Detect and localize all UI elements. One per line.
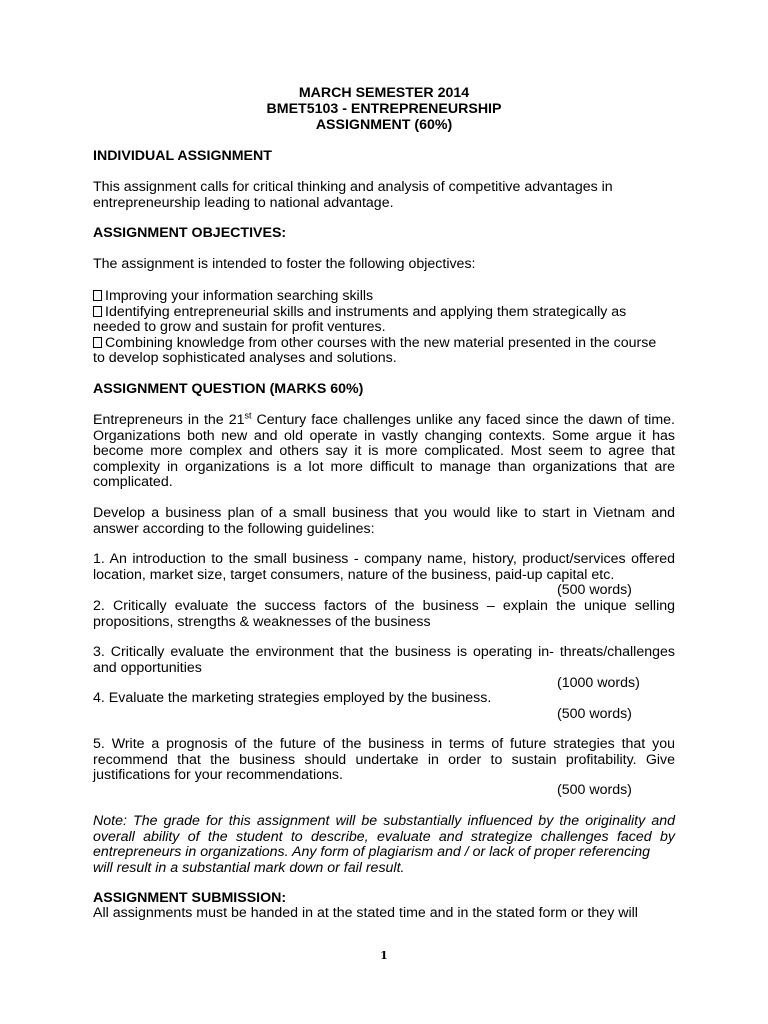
semester-title: MARCH SEMESTER 2014: [298, 85, 470, 101]
plagiarism-note: [93, 814, 675, 876]
checkbox-icon: [93, 306, 102, 317]
text-line: recommend that the business should undertake in order to sustain profitability. Give: [93, 751, 675, 768]
text-line: answer according to the following guidelines:: [93, 520, 375, 537]
individual-heading: INDIVIDUAL ASSIGNMENT: [93, 148, 272, 164]
submission-text: All assignments must be handed in at the stated time and in the stated form or they will: [93, 905, 638, 921]
text-line: needed to grow and sustain for profit ventures.: [93, 319, 386, 336]
text-line: 3. Critically evaluate the environment that the business is operating in- threats/challenges: [93, 644, 675, 660]
guideline-5: [93, 737, 675, 784]
text-line: entrepreneurship leading to national advantage.: [93, 194, 394, 211]
individual-paragraph: [93, 180, 675, 211]
objectives-list: [93, 289, 675, 367]
text-line: propositions, strengths & weaknesses of the business: [93, 613, 431, 630]
text-line: entrepreneurs in organizations. Any form of plagiarism and / or lack of proper referencing: [93, 844, 651, 861]
text-line: become more complex and others say it is more complicated. Most seem to agree that: [93, 443, 675, 460]
text-line: Note: The grade for this assignment will be substantially influenced by the originality and: [93, 813, 675, 829]
text-line: to develop sophisticated analyses and solutions.: [93, 350, 397, 367]
checkbox-icon: [93, 337, 102, 348]
text-line: 2. Critically evaluate the success factors of the business – explain the unique selling: [93, 598, 675, 614]
guideline-1: [93, 552, 675, 583]
objectives-intro: The assignment is intended to foster the following objectives:: [93, 256, 476, 272]
text-line: Organizations both new and old operate in vastly changing contexts. Some argue it has: [93, 427, 675, 444]
guideline-3: [93, 645, 675, 676]
list-item: Identifying entrepreneurial skills and instruments and applying them strategically as: [93, 305, 675, 321]
course-title: BMET5103 - ENTREPRENEURSHIP: [266, 101, 502, 117]
checkbox-icon: [93, 290, 102, 301]
text-line: Develop a business plan of a small business that you would like to start in Vietnam and: [93, 505, 675, 521]
text-line: will result in a substantial mark down or fail result.: [93, 859, 405, 876]
page-number: 1: [380, 949, 388, 962]
list-item: Improving your information searching skills: [93, 289, 675, 305]
word-count: (500 words): [557, 782, 632, 798]
text-line: location, market size, target consumers, nature of the business, paid-up capital etc.: [93, 566, 615, 583]
text-line: 5. Write a prognosis of the future of the business in terms of future strategies that you: [93, 736, 675, 752]
guideline-2: [93, 599, 675, 630]
guideline-4: 4. Evaluate the marketing strategies employed by the business.: [93, 690, 492, 706]
text-line: This assignment calls for critical thinking and analysis of competitive advantages in: [93, 179, 613, 195]
question-paragraph-2: [93, 506, 675, 537]
text-line: and opportunities: [93, 659, 202, 676]
objectives-heading: ASSIGNMENT OBJECTIVES:: [93, 225, 287, 241]
text-line: overall ability of the student to describe, evaluate and strategize challenges faced by: [93, 828, 675, 845]
assignment-title: ASSIGNMENT (60%): [315, 117, 453, 133]
word-count: (1000 words): [557, 675, 640, 691]
question-heading: ASSIGNMENT QUESTION (MARKS 60%): [93, 381, 364, 397]
word-count: (500 words): [557, 582, 632, 598]
question-paragraph-1: [93, 410, 675, 491]
list-item: Combining knowledge from other courses with the new material presented in the course: [93, 336, 675, 352]
submission-heading: ASSIGNMENT SUBMISSION:: [93, 890, 287, 906]
text-line: complicated.: [93, 474, 173, 491]
text-line: justifications for your recommendations.: [93, 767, 343, 784]
text-line: complexity in organizations is a lot more difficult to manage than organizations that are: [93, 458, 675, 475]
word-count: (500 words): [557, 706, 632, 722]
text-line: Entrepreneurs in the 21st Century face challenges unlike any faced since the dawn of time.: [93, 410, 675, 428]
text-line: 1. An introduction to the small business - company name, history, product/services offered: [93, 551, 675, 567]
